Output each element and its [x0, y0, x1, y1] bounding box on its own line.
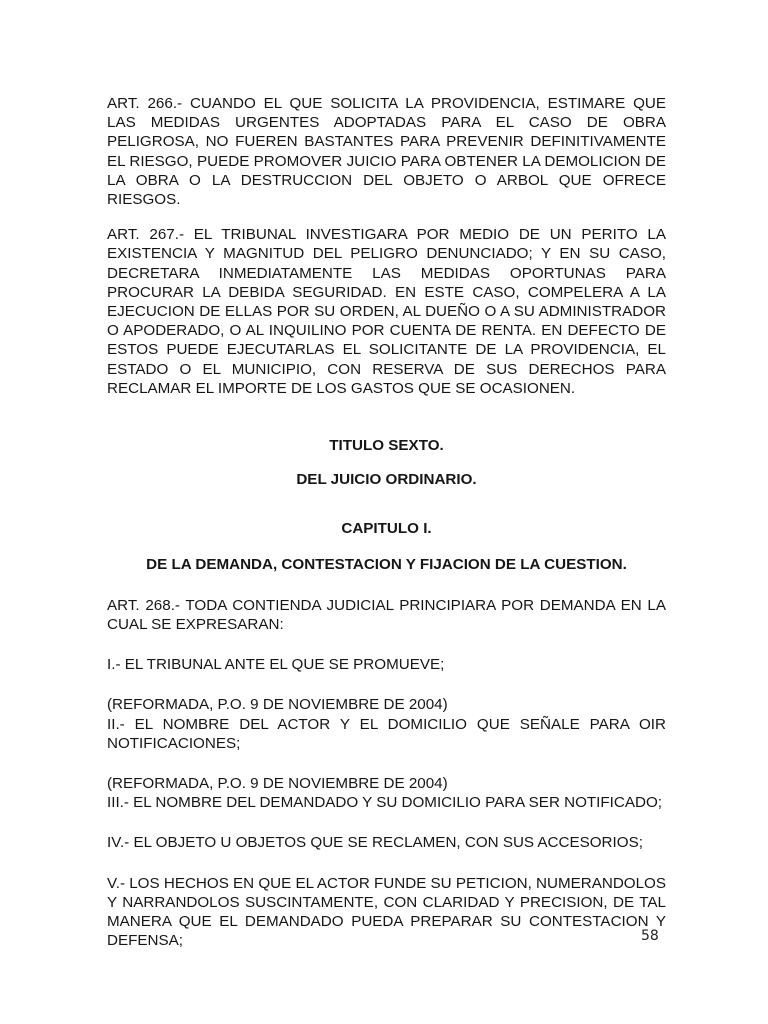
chapter-heading: CAPITULO I.: [341, 520, 432, 538]
list-item-5: V.- LOS HECHOS EN QUE EL ACTOR FUNDE SU PETICION, NUMERANDOLOS Y NARRANDOLOS SUSCINTAMENTE, CON CLARIDAD Y PRECISION, DE TAL MANERA QUE EL DEMANDADO PUEDA PREPARAR SU CONTESTACION Y DEFENSA;: [107, 874, 666, 950]
list-item-2: II.- EL NOMBRE DEL ACTOR Y EL DOMICILIO QUE SEÑALE PARA OIR NOTIFICACIONES;: [107, 715, 666, 752]
reform-note-item-3: (REFORMADA, P.O. 9 DE NOVIEMBRE DE 2004): [107, 775, 448, 793]
page-number: 58: [641, 928, 659, 944]
list-item-1: I.- EL TRIBUNAL ANTE EL QUE SE PROMUEVE;: [107, 656, 445, 674]
title-subheading: DEL JUICIO ORDINARIO.: [296, 471, 477, 489]
list-item-3: III.- EL NOMBRE DEL DEMANDADO Y SU DOMICILIO PARA SER NOTIFICADO;: [107, 794, 663, 812]
chapter-subheading: DE LA DEMANDA, CONTESTACION Y FIJACION DE LA CUESTION.: [146, 555, 627, 573]
article-268: ART. 268.- TODA CONTIENDA JUDICIAL PRINCIPIARA POR DEMANDA EN LA CUAL SE EXPRESARAN:: [107, 596, 666, 634]
title-heading: TITULO SEXTO.: [329, 437, 444, 455]
list-item-4: IV.- EL OBJETO U OBJETOS QUE SE RECLAMEN, CON SUS ACCESORIOS;: [107, 834, 643, 852]
reform-note-item-2: (REFORMADA, P.O. 9 DE NOVIEMBRE DE 2004): [107, 696, 448, 714]
article-266: ART. 266.- CUANDO EL QUE SOLICITA LA PROVIDENCIA, ESTIMARE QUE LAS MEDIDAS URGENTES ADOPTADAS PARA EL CASO DE OBRA PELIGROSA, NO FUEREN BASTANTES PARA PREVENIR DEFINITIVAMENTE EL RIESGO, PUEDE PROMOVER JUICIO PARA OBTENER LA DEMOLICION DE LA OBRA O LA DESTRUCCION DEL OBJETO O ARBOL QUE OFRECE RIESGOS.: [107, 95, 666, 209]
document-page: [107, 94, 666, 951]
article-267: ART. 267.- EL TRIBUNAL INVESTIGARA POR MEDIO DE UN PERITO LA EXISTENCIA Y MAGNITUD DEL PELIGRO DENUNCIADO; Y EN SU CASO, DECRETARA INMEDIATAMENTE LAS MEDIDAS OPORTUNAS PARA PROCURAR LA DEBIDA SEGURIDAD. EN ESTE CASO, COMPELERA A LA EJECUCION DE ELLAS POR SU ORDEN, AL DUEÑO O A SU ADMINISTRADOR O APODERADO, O AL INQUILINO POR CUENTA DE RENTA. EN DEFECTO DE ESTOS PUEDE EJECUTARLAS EL SOLICITANTE DE LA PROVIDENCIA, EL ESTADO O EL MUNICIPIO, CON RESERVA DE SUS DERECHOS PARA RECLAMAR EL IMPORTE DE LOS GASTOS QUE SE OCASIONEN.: [107, 226, 666, 397]
